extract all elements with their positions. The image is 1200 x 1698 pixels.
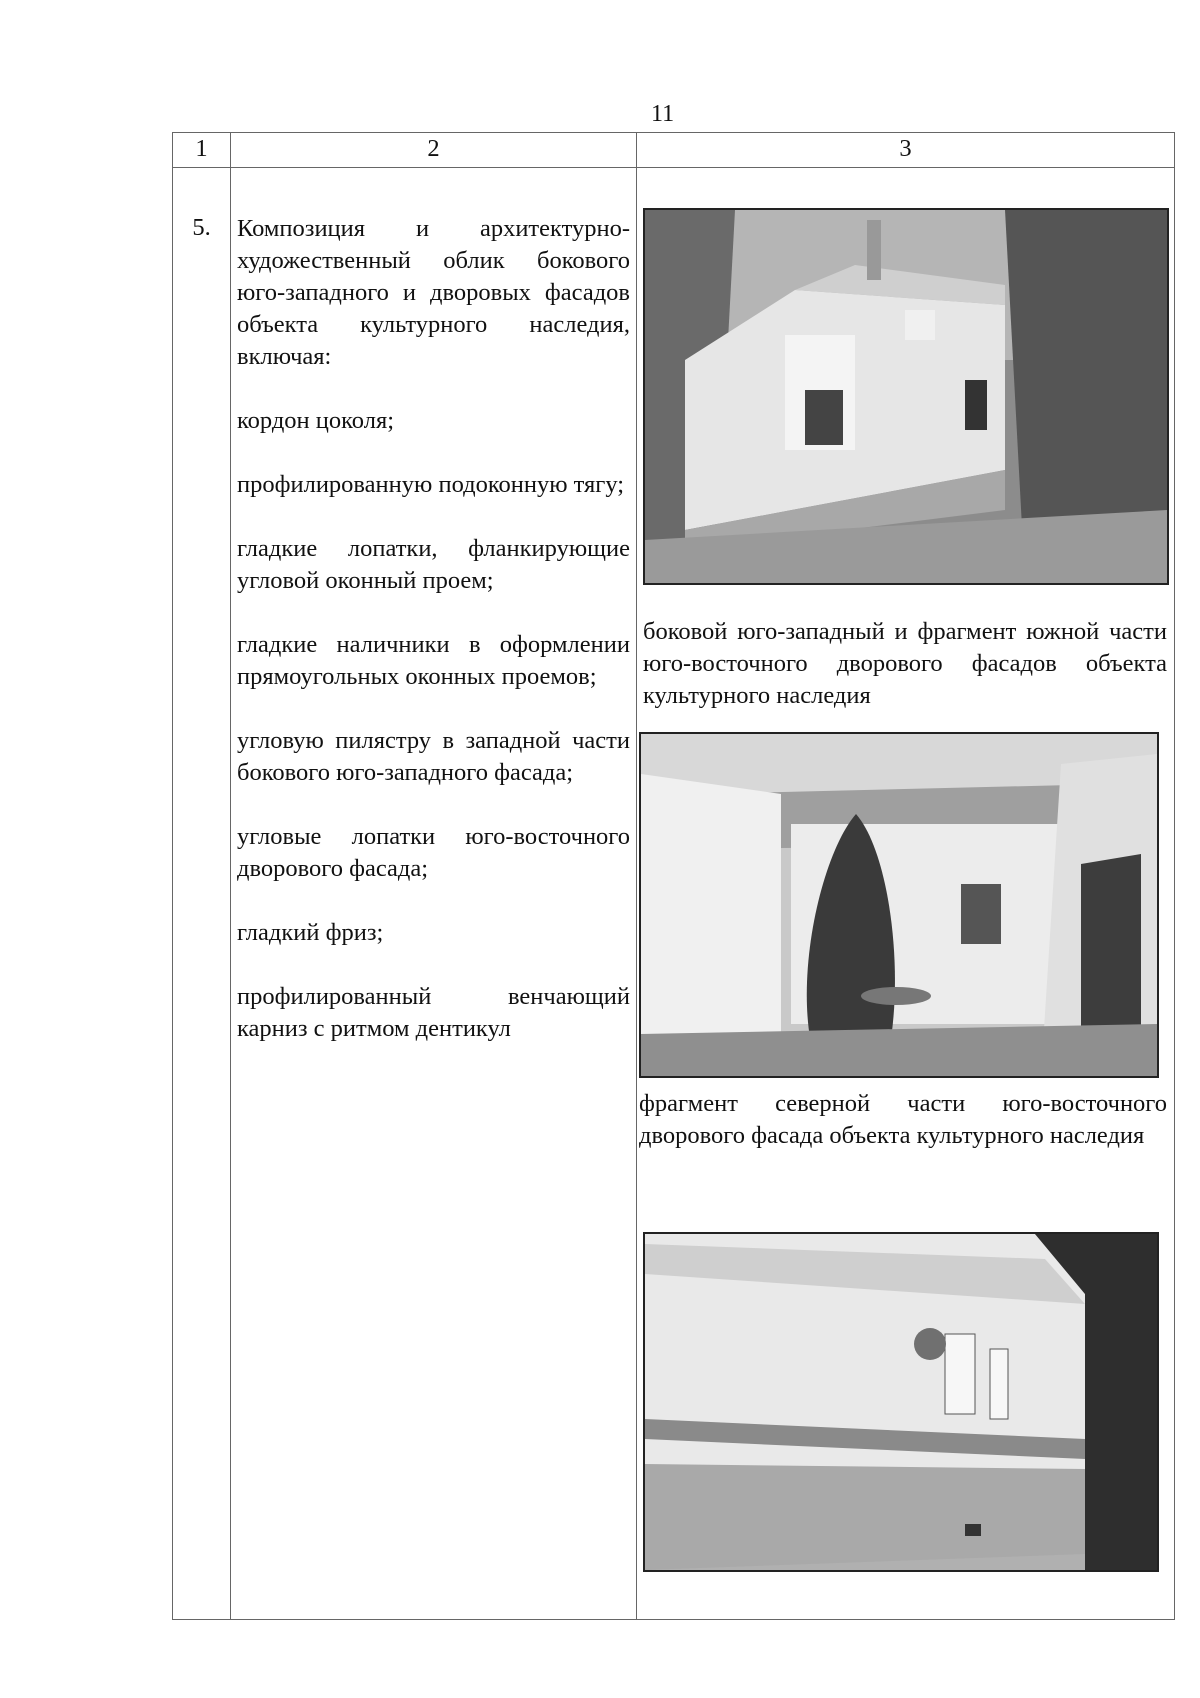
photo-caption: боковой юго-западный и фрагмент южной части юго-восточного дворового фасадов объекта культурного наследия xyxy=(643,618,1167,709)
description-item: угловые лопатки юго-восточного дворового фасада; xyxy=(237,823,630,882)
description-item: профилированную подоконную тягу; xyxy=(237,471,625,498)
photos-cell xyxy=(637,168,1175,1620)
courtyard-photo-icon xyxy=(639,732,1159,1078)
table-header-row xyxy=(173,133,1175,168)
description-item: гладкий фриз; xyxy=(237,919,384,946)
row-number: 5. xyxy=(192,214,211,241)
table-row xyxy=(173,168,1175,1620)
description-item: гладкие лопатки, фланкирующие угловой оконный проем; xyxy=(237,535,630,594)
description-item: гладкие наличники в оформлении прямоугольных оконных проемов; xyxy=(237,631,630,690)
header-cell-2: 2 xyxy=(231,133,637,168)
page-number: 11 xyxy=(651,101,675,127)
description-item: профилированный венчающий карниз с ритмом дентикул xyxy=(237,983,630,1042)
document-table xyxy=(172,132,1175,1620)
facade-photo-icon xyxy=(643,1232,1159,1572)
photo-caption: фрагмент северной части юго-восточного дворового фасада объекта культурного наследия xyxy=(639,1090,1167,1149)
row-number-cell xyxy=(173,168,231,1620)
description-item: кордон цоколя; xyxy=(237,407,395,434)
photos-column xyxy=(637,168,1174,1574)
description-item: угловую пилястру в западной части бокового юго-западного фасада; xyxy=(237,727,630,786)
header-cell-1: 1 xyxy=(173,133,231,168)
description-intro: Композиция и архитектурно-художественный облик бокового юго-западного и дворовых фасадов объекта культурного наследия, включая: xyxy=(237,215,630,370)
description-cell xyxy=(231,168,637,1620)
building-photo-icon xyxy=(643,208,1169,585)
header-cell-3: 3 xyxy=(637,133,1175,168)
